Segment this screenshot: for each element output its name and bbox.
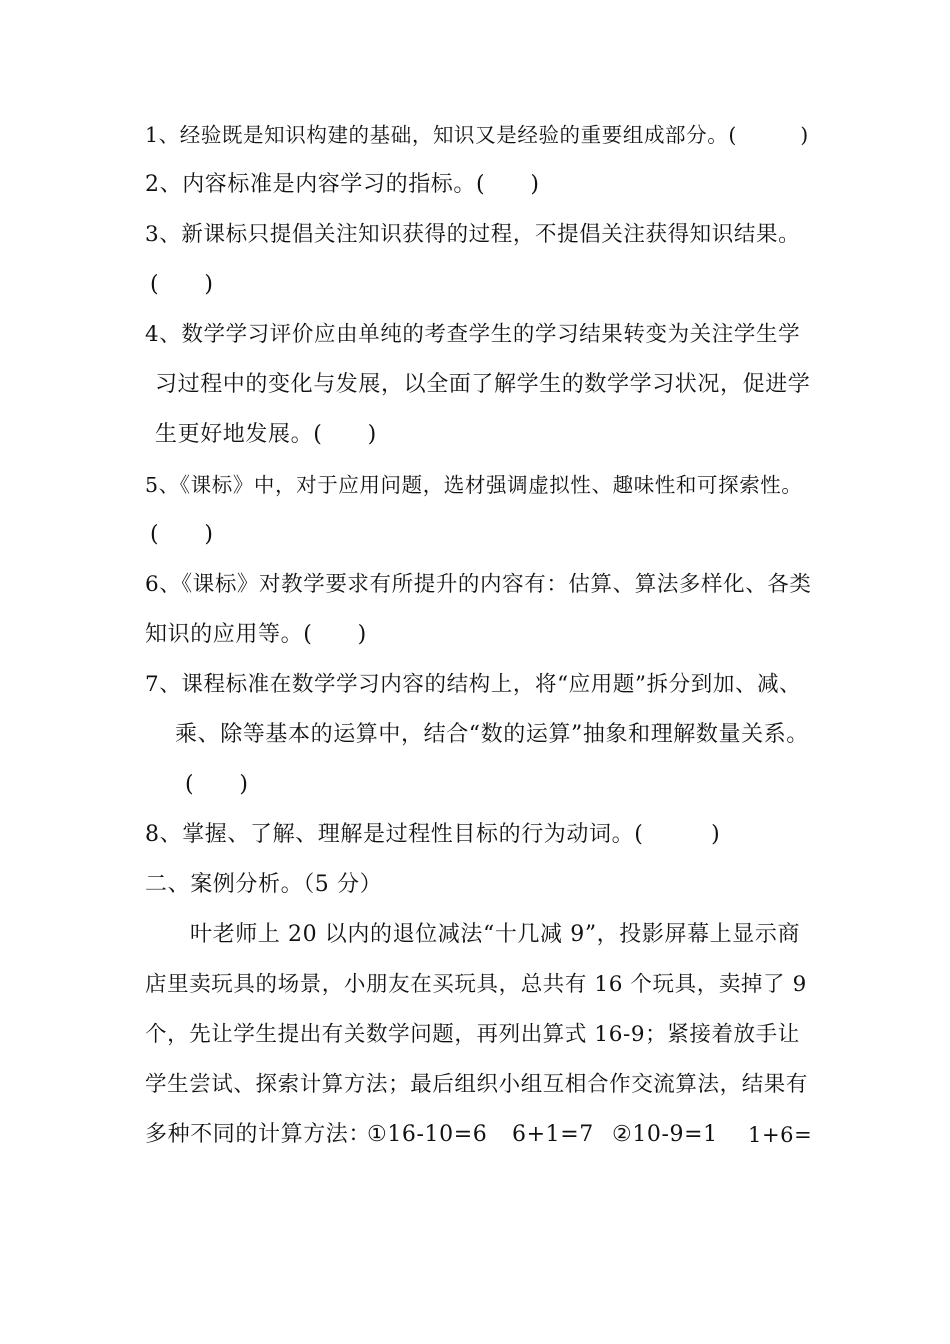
question-4-line-1: 4、数学学习评价应由单纯的考查学生的学习结果转变为关注学生学: [145, 322, 801, 347]
question-7-line-3: ( ): [185, 772, 249, 797]
case-paragraph-line-4: 学生尝试、探索计算方法；最后组织小组互相合作交流算法，结果有: [145, 1072, 809, 1097]
method-1: ①16-10=6: [367, 1122, 488, 1147]
method-1-step-2: 6+1=7: [512, 1122, 594, 1147]
question-5-line-2: ( ): [150, 522, 214, 547]
section-title: 二、案例分析。（5 分）: [145, 872, 383, 897]
question-3-line-1: 3、新课标只提倡关注知识获得的过程，不提倡关注获得知识结果。: [145, 222, 801, 247]
case-paragraph-line-3: 个，先让学生提出有关数学问题，再列出算式 16-9；紧接着放手让: [145, 1022, 800, 1047]
question-2-line-1: 2、内容标准是内容学习的指标。( ): [145, 172, 540, 197]
question-6-line-1: 6、《课标》对教学要求有所提升的内容有：估算、算法多样化、各类: [145, 572, 812, 597]
question-6-line-2: 知识的应用等。( ): [145, 622, 367, 647]
question-1-line-1: 1、经验既是知识构建的基础，知识又是经验的重要组成部分。( ): [145, 123, 809, 147]
question-7-line-1: 7、课程标准在数学学习内容的结构上，将“应用题”拆分到加、减、: [145, 672, 802, 697]
question-3-line-2: ( ): [150, 272, 214, 297]
method-2-step-2: 1+6=: [748, 1123, 813, 1147]
case-paragraph-line-2: 店里卖玩具的场景，小朋友在买玩具，总共有 16 个玩具，卖掉了 9: [145, 972, 807, 997]
case-paragraph-line-1: 叶老师上 20 以内的退位减法“十几减 9”，投影屏幕上显示商: [190, 922, 801, 947]
question-5-line-1: 5、《课标》中，对于应用问题，选材强调虚拟性、趣味性和可探索性。: [145, 473, 803, 497]
question-4-line-3: 生更好地发展。( ): [155, 422, 377, 447]
question-8-line-1: 8、掌握、了解、理解是过程性目标的行为动词。( ): [145, 822, 721, 847]
methods-prefix: 多种不同的计算方法：: [145, 1122, 372, 1147]
question-7-line-2: 乘、除等基本的运算中，结合“数的运算”抽象和理解数量关系。: [175, 722, 809, 747]
method-2: ②10-9=1: [612, 1122, 718, 1147]
question-4-line-2: 习过程中的变化与发展，以全面了解学生的数学学习状况，促进学: [155, 372, 811, 397]
